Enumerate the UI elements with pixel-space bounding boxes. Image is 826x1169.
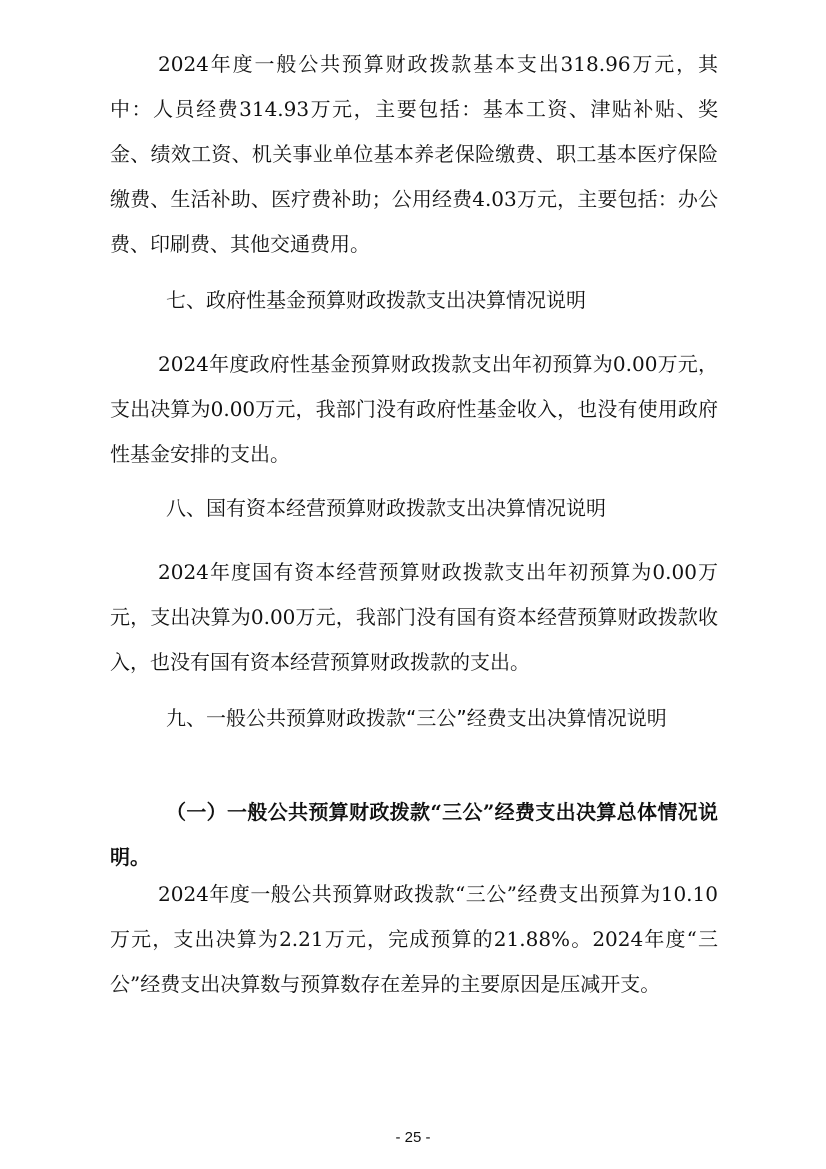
section-8-heading: 八、国有资本经营预算财政拨款支出决算情况说明 <box>166 496 606 520</box>
section-8-body: 2024年度国有资本经营预算财政拨款支出年初预算为0.00万元，支出决算为0.00万元，我部门没有国有资本经营预算财政拨款收入，也没有国有资本经营预算财政拨款的支出。 <box>110 560 718 674</box>
section-9-subsection-1-body: 2024年度一般公共预算财政拨款“三公”经费支出预算为10.10万元，支出决算为2.21万元，完成预算的21.88%。2024年度“三公”经费支出决算数与预算数存在差异的主要原因是压减开支。 <box>110 882 718 996</box>
paragraph-basic-expenditure: 2024年度一般公共预算财政拨款基本支出318.96万元，其中：人员经费314.93万元，主要包括：基本工资、津贴补贴、奖金、绩效工资、机关事业单位基本养老保险缴费、职工基本医疗保险缴费、生活补助、医疗费补助；公用经费4.03万元，主要包括：办公费、印刷费、其他交通费用。 <box>110 52 718 256</box>
page-number: - 25 - <box>395 1129 431 1146</box>
section-9-subsection-1-heading: （一）一般公共预算财政拨款“三公”经费支出决算总体情况说明。 <box>110 800 718 869</box>
section-9-heading: 九、一般公共预算财政拨款“三公”经费支出决算情况说明 <box>166 706 667 730</box>
section-7-heading: 七、政府性基金预算财政拨款支出决算情况说明 <box>166 288 586 312</box>
section-7-body: 2024年度政府性基金预算财政拨款支出年初预算为0.00万元，支出决算为0.00万元，我部门没有政府性基金收入，也没有使用政府性基金安排的支出。 <box>110 352 718 466</box>
